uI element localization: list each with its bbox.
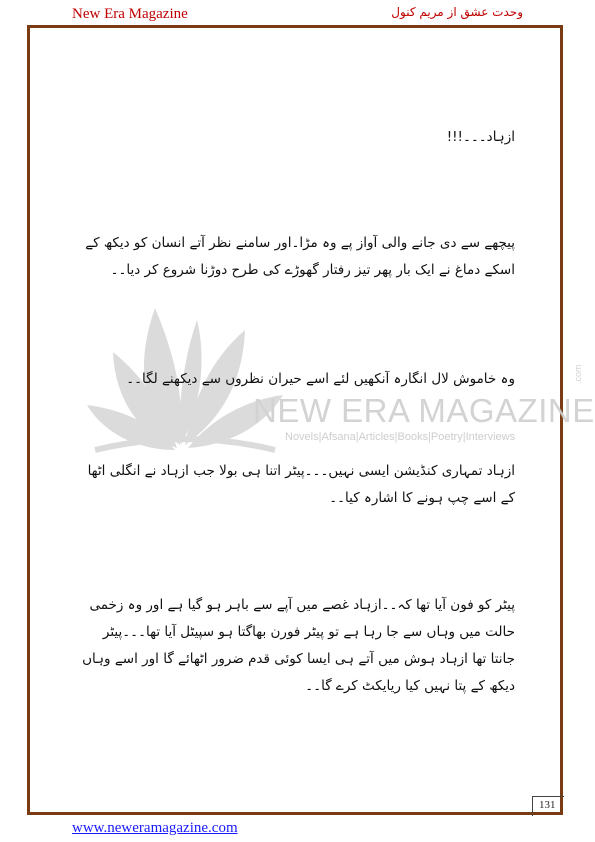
paragraph-1: ازہاد۔۔۔!!! — [446, 129, 515, 145]
novel-title: وحدت عشق از مریم کنول — [391, 5, 523, 19]
paragraph-2: پیچھے سے دی جانے والی آواز پے وہ مڑا۔اور سامنے نظر آتے انسان کو دیکھ کے اسکے دماغ نے ایک بار پھر تیز رفتار گھوڑے کی طرح دوڑنا شروع کر دیا۔۔ — [85, 235, 515, 278]
page-number: 131 — [539, 799, 556, 811]
magazine-name: New Era Magazine — [72, 6, 188, 22]
footer-link[interactable]: www.neweramagazine.com — [72, 820, 238, 836]
paragraph-5: پیٹر کو فون آیا تھا کہ۔۔ازہاد غصے میں آپے سے باہر ہو گیا ہے اور وہ زخمی حالت میں وہاں سے جا رہا ہے تو پیٹر فورن بھاگتا ہو سپیٹل آیا تھا۔۔۔پیٹر جانتا تھا ازہاد ہوش میں آتے ہی ایسا کوئی قدم ضرور اٹھائے گا اور اسے وہاں دیکھ کے پتا نہیں کیا ریایکٹ کرے گا۔۔ — [82, 597, 515, 694]
watermark-subtitle: Novels|Afsana|Articles|Books|Poetry|Interviews — [285, 431, 516, 443]
paragraph-3: وہ خاموش لال انگارہ آنکھیں لئے اسے حیران نظروں سے دیکھنے لگا۔۔ — [126, 371, 515, 387]
watermark-title: NEW ERA MAGAZINE — [253, 392, 595, 429]
paragraph-4: ازہاد تمہاری کنڈیشن ایسی نہیں۔۔۔پیٹر اتنا ہی بولا جب ازہاد نے انگلی اٹھا کے اسے چپ ہونے کا اشارہ کیا۔۔ — [87, 463, 515, 506]
watermark-com: .com — [573, 364, 583, 384]
